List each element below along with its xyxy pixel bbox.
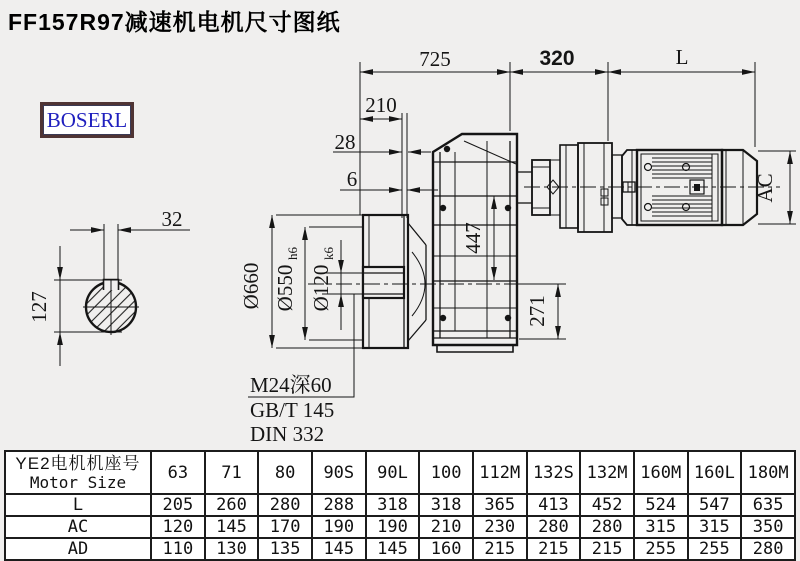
table-cell: 280 [741, 538, 795, 560]
row-label: L [5, 494, 151, 516]
col-header: 160M [634, 451, 688, 494]
table-cell: 365 [473, 494, 527, 516]
table-cell: 635 [741, 494, 795, 516]
table-cell: 280 [258, 494, 312, 516]
table-cell: 210 [419, 516, 473, 538]
table-cell: 315 [634, 516, 688, 538]
dim-32: 32 [161, 207, 183, 231]
dim-AC: AC [753, 173, 777, 203]
table-cell: 413 [527, 494, 581, 516]
table-cell: 255 [688, 538, 742, 560]
table-cell: 255 [634, 538, 688, 560]
col-header: 132S [527, 451, 581, 494]
dim-725: 725 [419, 47, 451, 71]
header-en: Motor Size [29, 472, 127, 492]
table-cell: 215 [473, 538, 527, 560]
table-cell: 130 [205, 538, 259, 560]
dim-550: Ø550 [273, 264, 297, 312]
table-cell: 145 [366, 538, 420, 560]
table-cell: 215 [527, 538, 581, 560]
note-din-standard: DIN 332 [250, 422, 325, 446]
row-label: AD [5, 538, 151, 560]
table-cell: 260 [205, 494, 259, 516]
table-row-L [5, 494, 795, 516]
table-cell: 215 [580, 538, 634, 560]
dim-120-tol: k6 [321, 247, 336, 260]
col-header: 132M [580, 451, 634, 494]
col-header: 90L [366, 451, 420, 494]
table-cell: 230 [473, 516, 527, 538]
table-cell: 190 [366, 516, 420, 538]
table-cell: 524 [634, 494, 688, 516]
table-cell: 288 [312, 494, 366, 516]
dim-447: 447 [461, 222, 485, 254]
dim-271: 271 [525, 295, 549, 327]
table-cell: 315 [688, 516, 742, 538]
page-title: FF157R97减速机电机尺寸图纸 [8, 9, 341, 35]
dim-550-tol: h6 [285, 247, 300, 260]
table-cell: 145 [205, 516, 259, 538]
col-header: 180M [741, 451, 795, 494]
dim-28: 28 [334, 130, 356, 154]
dim-210: 210 [365, 93, 397, 117]
table-cell: 318 [366, 494, 420, 516]
table-corner-cell [5, 451, 151, 494]
table-cell: 205 [151, 494, 205, 516]
dim-320: 320 [539, 47, 575, 70]
table-cell: 452 [580, 494, 634, 516]
gear-unit-assembly [83, 134, 780, 352]
table-cell: 170 [258, 516, 312, 538]
note-thread: M24深60 [250, 373, 332, 397]
shaft-section-detail [83, 279, 139, 335]
table-cell: 120 [151, 516, 205, 538]
table-header-row [5, 451, 795, 494]
table-cell: 135 [258, 538, 312, 560]
table-cell: 280 [580, 516, 634, 538]
col-header: 90S [312, 451, 366, 494]
dim-120: Ø120 [309, 264, 333, 312]
table-cell: 160 [419, 538, 473, 560]
motor-size-table [4, 450, 796, 561]
table-cell: 318 [419, 494, 473, 516]
col-header: 100 [419, 451, 473, 494]
row-label: AC [5, 516, 151, 538]
col-header: 71 [205, 451, 259, 494]
table-cell: 280 [527, 516, 581, 538]
boserl-logo: BOSERL [40, 102, 134, 138]
table-cell: 350 [741, 516, 795, 538]
col-header: 160L [688, 451, 742, 494]
dim-6: 6 [346, 167, 358, 191]
header-cn: YE2电机机座号 [15, 453, 141, 473]
table-cell: 190 [312, 516, 366, 538]
table-cell: 145 [312, 538, 366, 560]
note-gb-standard: GB/T 145 [250, 398, 335, 422]
table-row-AD [5, 538, 795, 560]
col-header: 80 [258, 451, 312, 494]
col-header: 112M [473, 451, 527, 494]
table-cell: 110 [151, 538, 205, 560]
hollow-shaft [363, 267, 404, 298]
dim-L: L [675, 45, 689, 69]
dim-127: 127 [27, 291, 51, 323]
dim-660: Ø660 [239, 262, 263, 310]
table-row-AC [5, 516, 795, 538]
col-header: 63 [151, 451, 205, 494]
table-cell: 547 [688, 494, 742, 516]
